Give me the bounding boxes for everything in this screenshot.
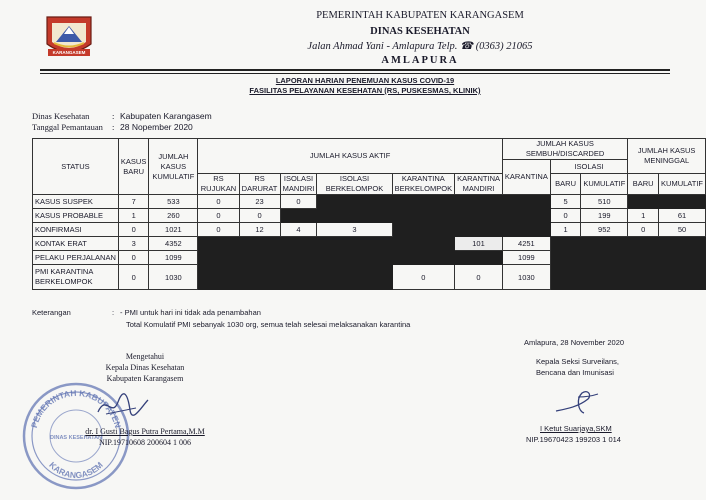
header-isolasi-baru: BARU [550,174,580,195]
table-row-probable [33,209,706,223]
sign-right-date: Amlapura, 28 November 2020 [524,338,625,347]
header-sembuh: JUMLAH KASUS SEMBUH/DISCARDED [502,139,627,160]
letterhead-government: PEMERINTAH KABUPATEN KARANGASEM [316,10,524,21]
header-meninggal: JUMLAH KASUS MENINGGAL [628,139,706,174]
sign-left-l3: Kabupaten Karangasem [106,374,184,383]
redacted-cell [550,237,705,251]
sign-right-nip: NIP.19670423 199203 1 014 [526,435,621,444]
sign-right-l1: Kepala Seksi Surveilans, [536,357,619,366]
status-line-2: BERKELOMPOK [35,277,93,286]
redacted-cell [628,195,706,209]
redacted-cell [198,265,392,290]
cell-status: KASUS PROBABLE [33,209,119,223]
cell-iso-baru: 1 [550,223,580,237]
cell-baru: 1 [118,209,149,223]
cell-karantina-mandiri: 101 [455,237,503,251]
cell-baru: 3 [118,237,149,251]
stamp-text-bottom: KARANGASEM [47,459,105,481]
sign-left-l2: Kepala Dinas Kesehatan [105,363,185,372]
cell-mng-baru: 1 [628,209,659,223]
header-kasus-baru: KASUS BARU [118,139,149,195]
cell-status: KONFIRMASI [33,223,119,237]
regency-logo [44,14,94,62]
redacted-cell [198,251,503,265]
letterhead-rule-thin [40,73,670,74]
dinas-label: Dinas Kesehatan [32,111,90,121]
date-sep: : [112,122,115,132]
dinas-value: Kabupaten Karangasem [120,111,212,121]
cell-status: PELAKU PERJALANAN [33,251,119,265]
table-row-suspek [33,195,706,209]
cell-mng-kumulatif: 61 [659,209,706,223]
status-line-1: PMI KARANTINA [35,267,94,276]
cell-baru: 0 [118,223,149,237]
keterangan-sep: : [112,308,115,317]
header-meninggal-baru: BARU [628,174,659,195]
cell-kumulatif: 533 [149,195,198,209]
redacted-cell [502,195,550,209]
cell-rs-darurat: 0 [239,209,280,223]
letterhead-rule-thick [40,69,670,71]
cell-iso-baru: 5 [550,195,580,209]
redacted-cell [317,195,502,209]
cell-isolasi-mandiri: 0 [280,195,317,209]
cell-kumulatif: 260 [149,209,198,223]
cell-baru: 0 [118,251,149,265]
cell-baru: 7 [118,195,149,209]
report-title: LAPORAN HARIAN PENEMUAN KASUS COVID-19 [275,76,455,85]
cell-karantina: 1099 [502,251,550,265]
redacted-cell [502,209,550,223]
cell-baru: 0 [118,265,149,290]
svg-text:KARANGASEM [47,460,105,480]
header-karantina: KARANTINA [502,160,550,195]
header-rs-rujukan: RS RUJUKAN [198,174,239,195]
signature-right [548,385,604,424]
redacted-cell [502,223,550,237]
letterhead-agency: DINAS KESEHATAN [370,26,470,37]
cell-kumulatif: 1021 [149,223,198,237]
stamp-text-mid: DINAS KESEHATAN [49,435,103,441]
cell-rs-rujukan: 0 [198,209,239,223]
cell-status: KASUS SUSPEK [33,195,119,209]
header-isolasi-mandiri: ISOLASI MANDIRI [280,174,317,195]
cell-karantina-berkelompok: 0 [392,265,455,290]
cell-karantina: 4251 [502,237,550,251]
cell-kumulatif: 4352 [149,237,198,251]
header-meninggal-kumulatif: KUMULATIF [659,174,706,195]
cell-karantina: 1030 [502,265,550,290]
cell-status [33,265,119,290]
cell-iso-kumulatif: 199 [581,209,628,223]
table-row-pelaku [33,251,706,265]
date-label: Tanggal Pemantauan [32,122,103,132]
dinas-sep: : [112,111,115,121]
redacted-cell [280,209,502,223]
covid-case-table [32,138,706,290]
header-status: STATUS [33,139,119,195]
redacted-cell [550,265,705,290]
header-isolasi: ISOLASI [550,160,627,174]
header-jumlah-kumulatif: JUMLAH KASUS KUMULATIF [149,139,198,195]
table-row-pmi [33,265,706,290]
header-isolasi-kumulatif: KUMULATIF [581,174,628,195]
cell-rs-rujukan: 0 [198,223,239,237]
cell-status: KONTAK ERAT [33,237,119,251]
sign-left-name: dr. I Gusti Bagus Putra Pertama,M.M [85,427,205,436]
keterangan-line-1: - PMI untuk hari ini tidak ada penambahan [120,308,261,317]
cell-kumulatif: 1099 [149,251,198,265]
letterhead-address: Jalan Ahmad Yani - Amlapura Telp. ☎ (0363) 21065 [307,41,533,52]
cell-mng-baru: 0 [628,223,659,237]
sign-right-name: I Ketut Suarjaya,SKM [540,424,612,433]
cell-isolasi-mandiri: 4 [280,223,317,237]
header-jumlah-aktif: JUMLAH KASUS AKTIF [198,139,503,174]
sign-left-l1: Mengetahui [125,352,165,361]
sign-right-l2: Bencana dan Imunisasi [536,368,614,377]
logo-text: KARANGASEM [52,50,86,55]
redacted-cell [550,251,705,265]
letterhead-city: AMLAPURA [381,55,459,66]
cell-isolasi-berkelompok: 3 [317,223,392,237]
signature-left [92,390,152,427]
cell-iso-kumulatif: 510 [581,195,628,209]
stamp-text-top: PEMERINTAH KABUPATEN [28,387,124,429]
table-row-konfirmasi [33,223,706,237]
cell-kumulatif: 1030 [149,265,198,290]
header-karantina-berkelompok: KARANTINA BERKELOMPOK [392,174,455,195]
cell-rs-rujukan: 0 [198,195,239,209]
redacted-cell [392,223,502,237]
header-row-1 [33,139,706,160]
redacted-cell [198,237,455,251]
date-value: 28 Nopember 2020 [120,122,193,132]
keterangan-line-2: Total Komulatif PMI sebanyak 1030 org, semua telah selesai melaksanakan karantina [126,320,411,329]
header-rs-darurat: RS DARURAT [239,174,280,195]
report-subtitle: FASILITAS PELAYANAN KESEHATAN (RS, PUSKESMAS, KLINIK) [249,86,481,95]
cell-iso-baru: 0 [550,209,580,223]
cell-rs-darurat: 23 [239,195,280,209]
cell-karantina-mandiri: 0 [455,265,503,290]
keterangan-label: Keterangan [32,308,71,317]
cell-mng-kumulatif: 50 [659,223,706,237]
table-row-kontak [33,237,706,251]
header-karantina-mandiri: KARANTINA MANDIRI [455,174,503,195]
sign-left-nip: NIP.19710608 200604 1 006 [98,438,191,447]
header-isolasi-berkelompok: ISOLASI BERKELOMPOK [317,174,392,195]
cell-iso-kumulatif: 952 [581,223,628,237]
cell-rs-darurat: 12 [239,223,280,237]
